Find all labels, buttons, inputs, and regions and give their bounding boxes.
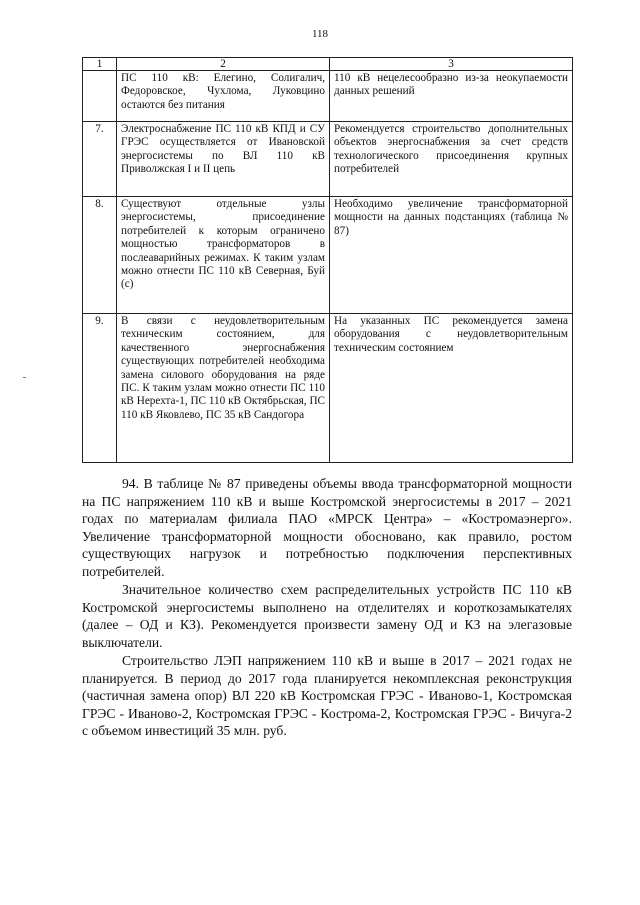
body-text-2	[82, 581, 572, 651]
table-row	[83, 314, 573, 463]
row-number: 8.	[83, 197, 117, 314]
header-col-1: 1	[83, 58, 117, 71]
body-text-3	[82, 652, 572, 740]
recommendations-table	[82, 57, 573, 463]
header-col-2: 2	[117, 58, 330, 71]
row-number: 9.	[83, 314, 117, 463]
row-number: 7.	[83, 122, 117, 197]
problem-cell: ПС 110 кВ: Елегино, Солигалич, Федоровское, Чухлома, Луковцино остаются без питания	[117, 71, 330, 122]
paragraph-switchgear: Значительное количество схем распределительных устройств ПС 110 кВ Костромской энергосистемы выполнено на отделителях и короткозамыкателях (далее – ОД и КЗ). Рекомендуется произвести замену ОД и КЗ на элегазовые выключатели.	[82, 582, 572, 650]
page-number: 118	[311, 28, 329, 40]
recommendation-cell: На указанных ПС рекомендуется замена оборудования с неудовлетворительным техническим состоянием	[330, 314, 573, 463]
row-number	[83, 71, 117, 122]
body-text	[82, 475, 572, 581]
table-row	[83, 197, 573, 314]
header-col-3: 3	[330, 58, 573, 71]
table-row	[83, 71, 573, 122]
paragraph-94: 94. В таблице № 87 приведены объемы ввода трансформаторной мощности на ПС напряжением 110 кВ и выше Костромской энергосистемы в 2017 – 2021 годах по материалам филиала ПАО «МРСК Центра» – «Костромаэнерго». Увеличение трансформаторной мощности обосновано, как правило, ростом существующих нагрузок и потребностью подключения перспективных потребителей.	[82, 476, 572, 579]
recommendation-cell: 110 кВ нецелесообразно из-за неокупаемости данных решений	[330, 71, 573, 122]
recommendation-cell: Необходимо увеличение трансформаторной мощности на данных подстанциях (таблица № 87)	[330, 197, 573, 314]
paragraph-power-lines: Строительство ЛЭП напряжением 110 кВ и выше в 2017 – 2021 годах не планируется. В период до 2017 года планируется некомплексная реконструкция (частичная замена опор) ВЛ 220 кВ Костромская ГРЭС - Иваново-1, Костромская ГРЭС - Иваново-2, Костромская ГРЭС - Кострома-2, Костромская ГРЭС - Вичуга-2 с объемом инвестиций 35 млн. руб.	[82, 653, 572, 739]
problem-cell: Существуют отдельные узлы энергосистемы, присоединение потребителей к которым ограничено мощностью трансформаторов в послеаварийных режимах. К таким узлам можно отнести ПС 110 кВ Северная, Буй (с)	[117, 197, 330, 314]
table-row	[83, 122, 573, 197]
problem-cell: В связи с неудовлетворительным техническим состоянием, для качественного энергоснабжения существующих потребителей необходима замена силового оборудования на ряде ПС. К таким узлам можно отнести ПС 110 кВ Нерехта-1, ПС 110 кВ Октябрьская, ПС 110 кВ Яковлево, ПС 35 кВ Сандогора	[117, 314, 330, 463]
scan-mark	[23, 377, 26, 378]
problem-cell: Электроснабжение ПС 110 кВ КПД и СУ ГРЭС осуществляется от Ивановской энергосистемы по ВЛ 110 кВ Приволжская I и II цепь	[117, 122, 330, 197]
table-header-row	[83, 58, 573, 71]
recommendation-cell: Рекомендуется строительство дополнительных объектов энергоснабжения за счет средств технологического присоединения крупных потребителей	[330, 122, 573, 197]
